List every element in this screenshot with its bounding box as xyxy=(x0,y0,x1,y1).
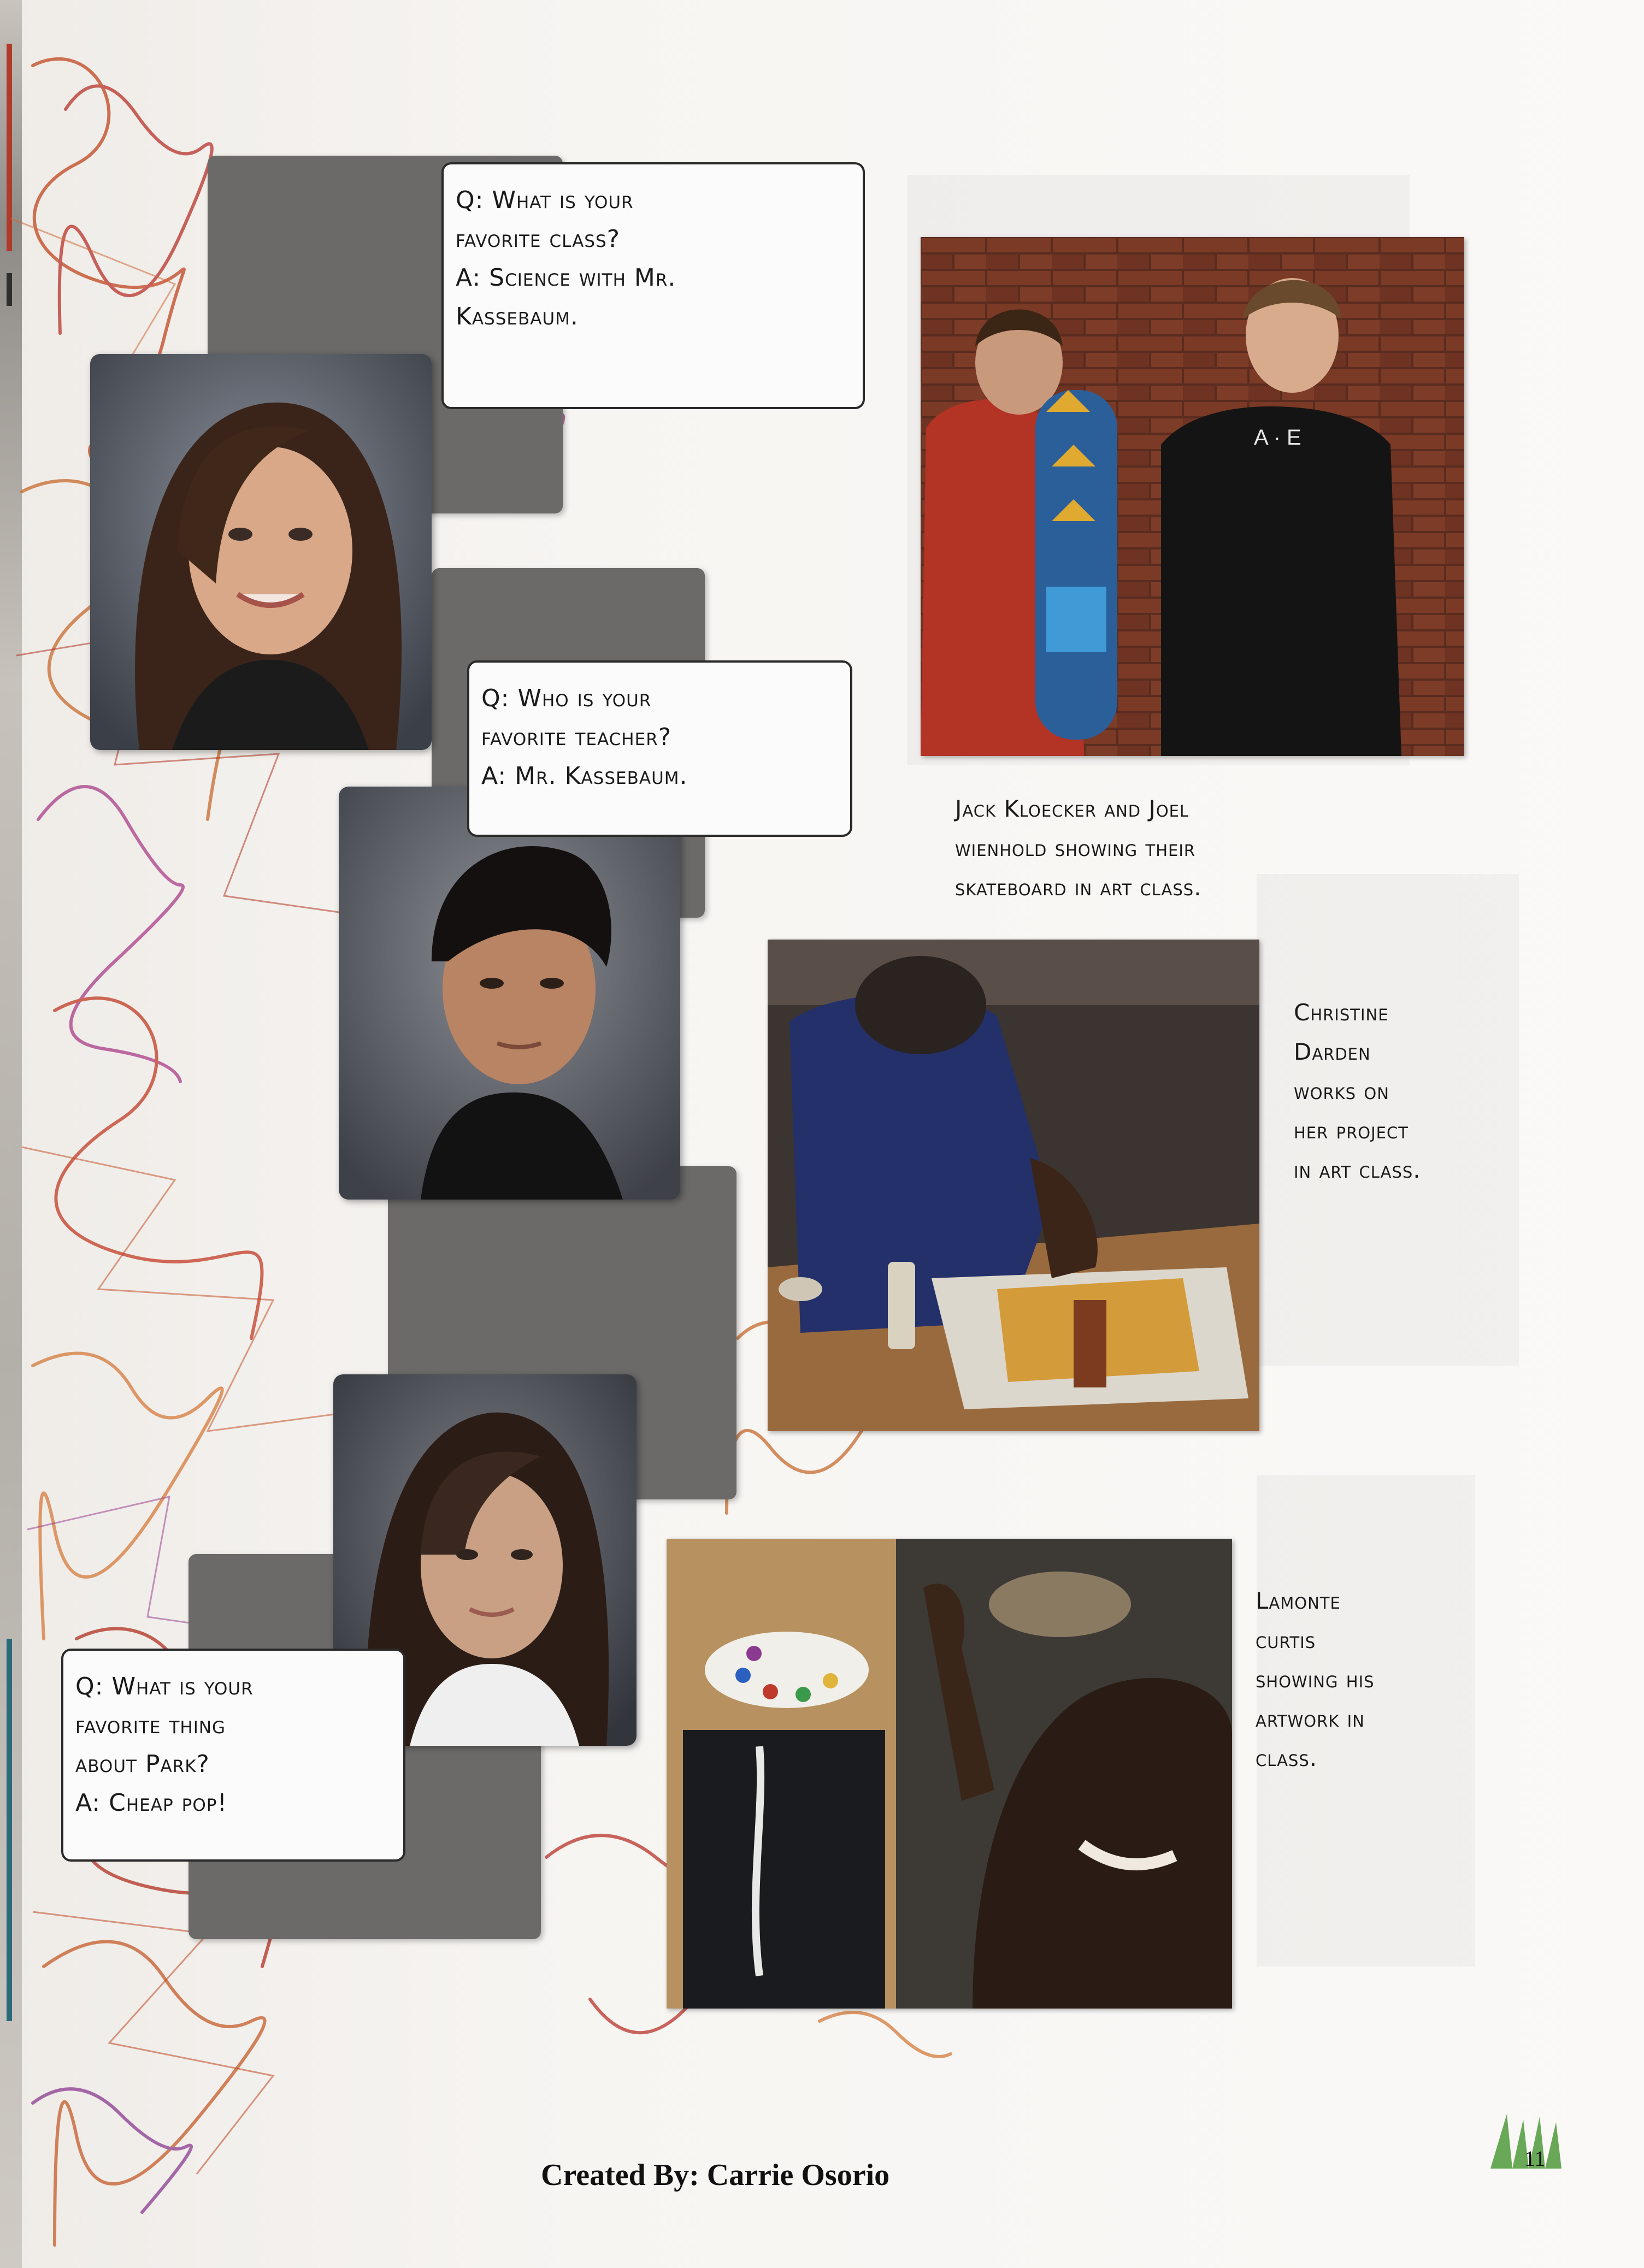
caption-line: Christine xyxy=(1294,999,1389,1026)
interview-line: Kassebaum. xyxy=(456,303,579,330)
caption-line: class. xyxy=(1256,1745,1318,1771)
interview-line: A: Mr. Kassebaum. xyxy=(481,762,688,790)
interview-line: A: Science with Mr. xyxy=(456,264,676,292)
art-class-photo xyxy=(768,940,1259,1431)
lamonte-caption xyxy=(1256,1581,1375,1778)
portrait-image xyxy=(90,354,432,750)
caption-line: Darden xyxy=(1294,1038,1371,1065)
interview-box xyxy=(61,1649,405,1862)
interview-line: Q: What is your xyxy=(75,1673,254,1700)
artwork-photo xyxy=(667,1539,1232,2009)
interview-line: favorite thing xyxy=(75,1711,226,1739)
caption-line: in art class. xyxy=(1294,1156,1421,1183)
caption-line: showing his xyxy=(1256,1666,1375,1693)
interview-line: about Park? xyxy=(75,1750,210,1778)
page-credit: Created By: Carrie Osorio xyxy=(541,2158,890,2192)
skateboard-caption xyxy=(955,789,1202,907)
caption-line: curtis xyxy=(1256,1627,1316,1653)
photo-image xyxy=(667,1539,1232,2009)
page-number: 11 xyxy=(1524,2146,1546,2171)
caption-line: wienhold showing their xyxy=(955,835,1196,861)
caption-line: skateboard in art class. xyxy=(955,874,1202,901)
caption-line: artwork in xyxy=(1256,1705,1365,1732)
caption-line: works on xyxy=(1294,1078,1389,1105)
caption-line: her project xyxy=(1294,1117,1409,1144)
portrait-image xyxy=(339,787,680,1200)
photo-image xyxy=(921,237,1464,756)
interview-line: favorite teacher? xyxy=(481,723,672,751)
svg-text:A · E: A · E xyxy=(1254,426,1301,450)
caption-line: Jack Kloecker and Joel xyxy=(955,795,1189,822)
student-portrait xyxy=(339,787,680,1200)
interview-box xyxy=(467,660,852,837)
interview-line: Q: What is your xyxy=(456,186,634,214)
interview-line: A: Cheap pop! xyxy=(75,1789,228,1817)
caption-line: Lamonte xyxy=(1256,1587,1341,1614)
skateboard-photo xyxy=(921,237,1464,756)
interview-line: favorite class? xyxy=(456,225,621,253)
interview-line: Q: Who is your xyxy=(481,684,652,712)
interview-box xyxy=(441,162,865,409)
christine-caption xyxy=(1294,993,1421,1190)
photo-image xyxy=(768,940,1259,1431)
student-portrait xyxy=(90,354,432,750)
